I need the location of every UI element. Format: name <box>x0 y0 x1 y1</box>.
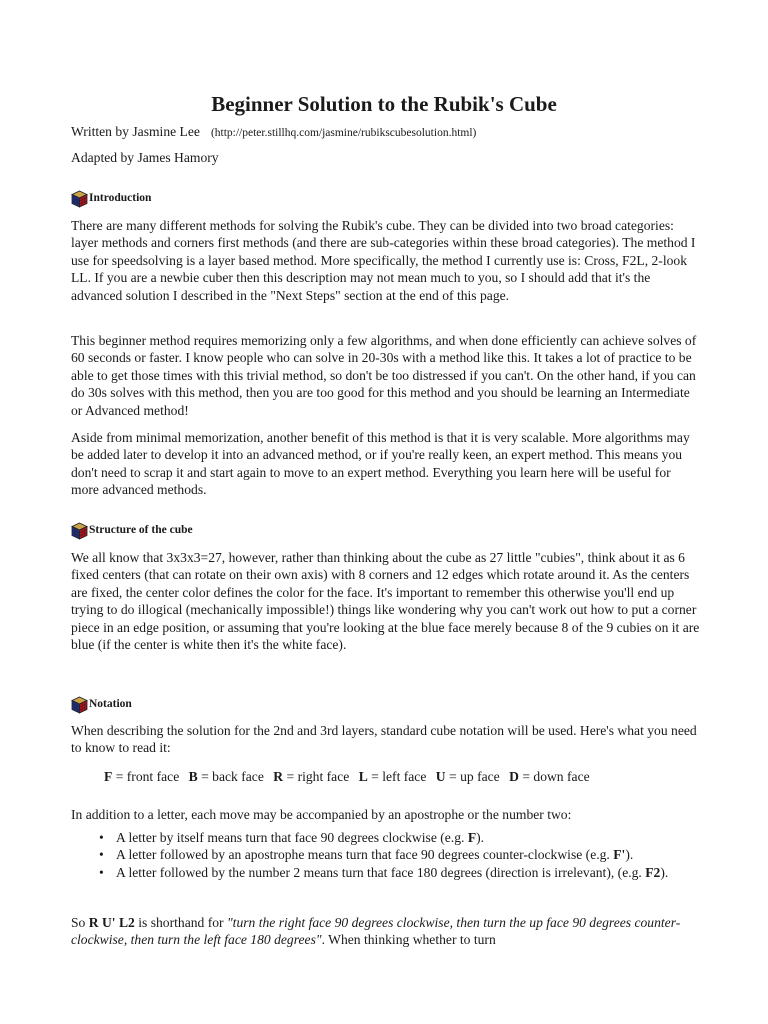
section-heading-label: Notation <box>89 698 132 711</box>
structure-paragraph: We all know that 3x3x3=27, however, rather than thinking about the cube as 27 little "cubies", think about it as 6 fixed centers (that can rotate on their own axis) with 8 corners and 12 edges which rotate around it. As the centers are fixed, the center color defines the color for the face. It's important to remember this otherwise you'll end up trying to do illogical (mechanically impossible!) things like wondering why you can't work out how to put a corner piece in an edge position, or assuming that you're looking at the blue face merely because 8 of the 9 cubies on it are blue (if the center is white then it's the white face). <box>71 550 700 653</box>
example-paragraph: So R U' L2 is shorthand for "turn the right face 90 degrees clockwise, then turn the up face 90 degrees counter-clockwise, then turn the left face 180 degrees". When thinking whether to turn <box>71 915 681 948</box>
section-heading-introduction <box>71 189 151 209</box>
face-right: R = right face <box>273 769 350 784</box>
list-item: • A letter followed by an apostrophe means turn that face 90 degrees counter-clockwise (e.g. F'). <box>71 846 701 863</box>
byline <box>71 123 476 142</box>
list-item: • A letter by itself means turn that face 90 degrees clockwise (e.g. F). <box>71 829 701 846</box>
author-text: Written by Jasmine Lee <box>71 124 200 139</box>
list-item: • A letter followed by the number 2 means turn that face 180 degrees (direction is irrelevant), (e.g. F2). <box>71 864 701 881</box>
face-left: L = left face <box>358 769 427 784</box>
face-notation-list <box>104 768 596 785</box>
section-heading-structure <box>71 521 193 541</box>
modifier-intro: In addition to a letter, each move may be accompanied by an apostrophe or the number two: <box>71 807 572 822</box>
intro-paragraph-2: This beginner method requires memorizing only a few algorithms, and when done efficiently can achieve solves of 60 seconds or faster. I know people who can solve in 20-30s with a method like this. It takes a lot of practice to be able to get those times with this trivial method, so don't be too distressed if you can't. On the other hand, if you can do 30s solves with this method, then you are too good for this method and you should be learning an Intermediate or Advanced method! <box>71 333 697 418</box>
face-front: F = front face <box>104 769 180 784</box>
rubiks-cube-icon <box>71 190 88 208</box>
section-heading-label: Structure of the cube <box>89 524 193 537</box>
intro-paragraph-3: Aside from minimal memorization, another benefit of this method is that it is very scalable. More algorithms may be added later to develop it into an advanced method, or if you're really keen, an expert method. This means you don't need to scrap it and start again to move to an expert method. Everything you learn here will be useful for more advanced methods. <box>71 430 690 498</box>
page-title: Beginner Solution to the Rubik's Cube <box>211 92 557 116</box>
section-heading-label: Introduction <box>89 192 152 205</box>
rubiks-cube-icon <box>71 696 88 714</box>
adapted-by: Adapted by James Hamory <box>71 150 219 165</box>
rubiks-cube-icon <box>71 522 88 540</box>
intro-paragraph-1: There are many different methods for solving the Rubik's cube. They can be divided into two broad categories: layer methods and corners first methods (and there are sub-categories within these broad categories). The method I use for speedsolving is a layer based method. More specifically, the method I currently use is: Cross, F2L, 2-look LL. If you are a newbie cuber then this description may not mean much to you, so I should add that it's the advanced solution I described in the "Next Steps" section at the end of this page. <box>71 218 696 303</box>
face-back: B = back face <box>188 769 264 784</box>
notation-intro: When describing the solution for the 2nd and 3rd layers, standard cube notation will be used. Here's what you need to know to read it: <box>71 723 697 756</box>
modifier-list <box>71 829 701 881</box>
section-heading-notation <box>71 695 132 715</box>
face-up: U = up face <box>435 769 500 784</box>
source-url: (http://peter.stillhq.com/jasmine/rubikscubesolution.html) <box>210 127 477 139</box>
face-down: D = down face <box>509 769 590 784</box>
